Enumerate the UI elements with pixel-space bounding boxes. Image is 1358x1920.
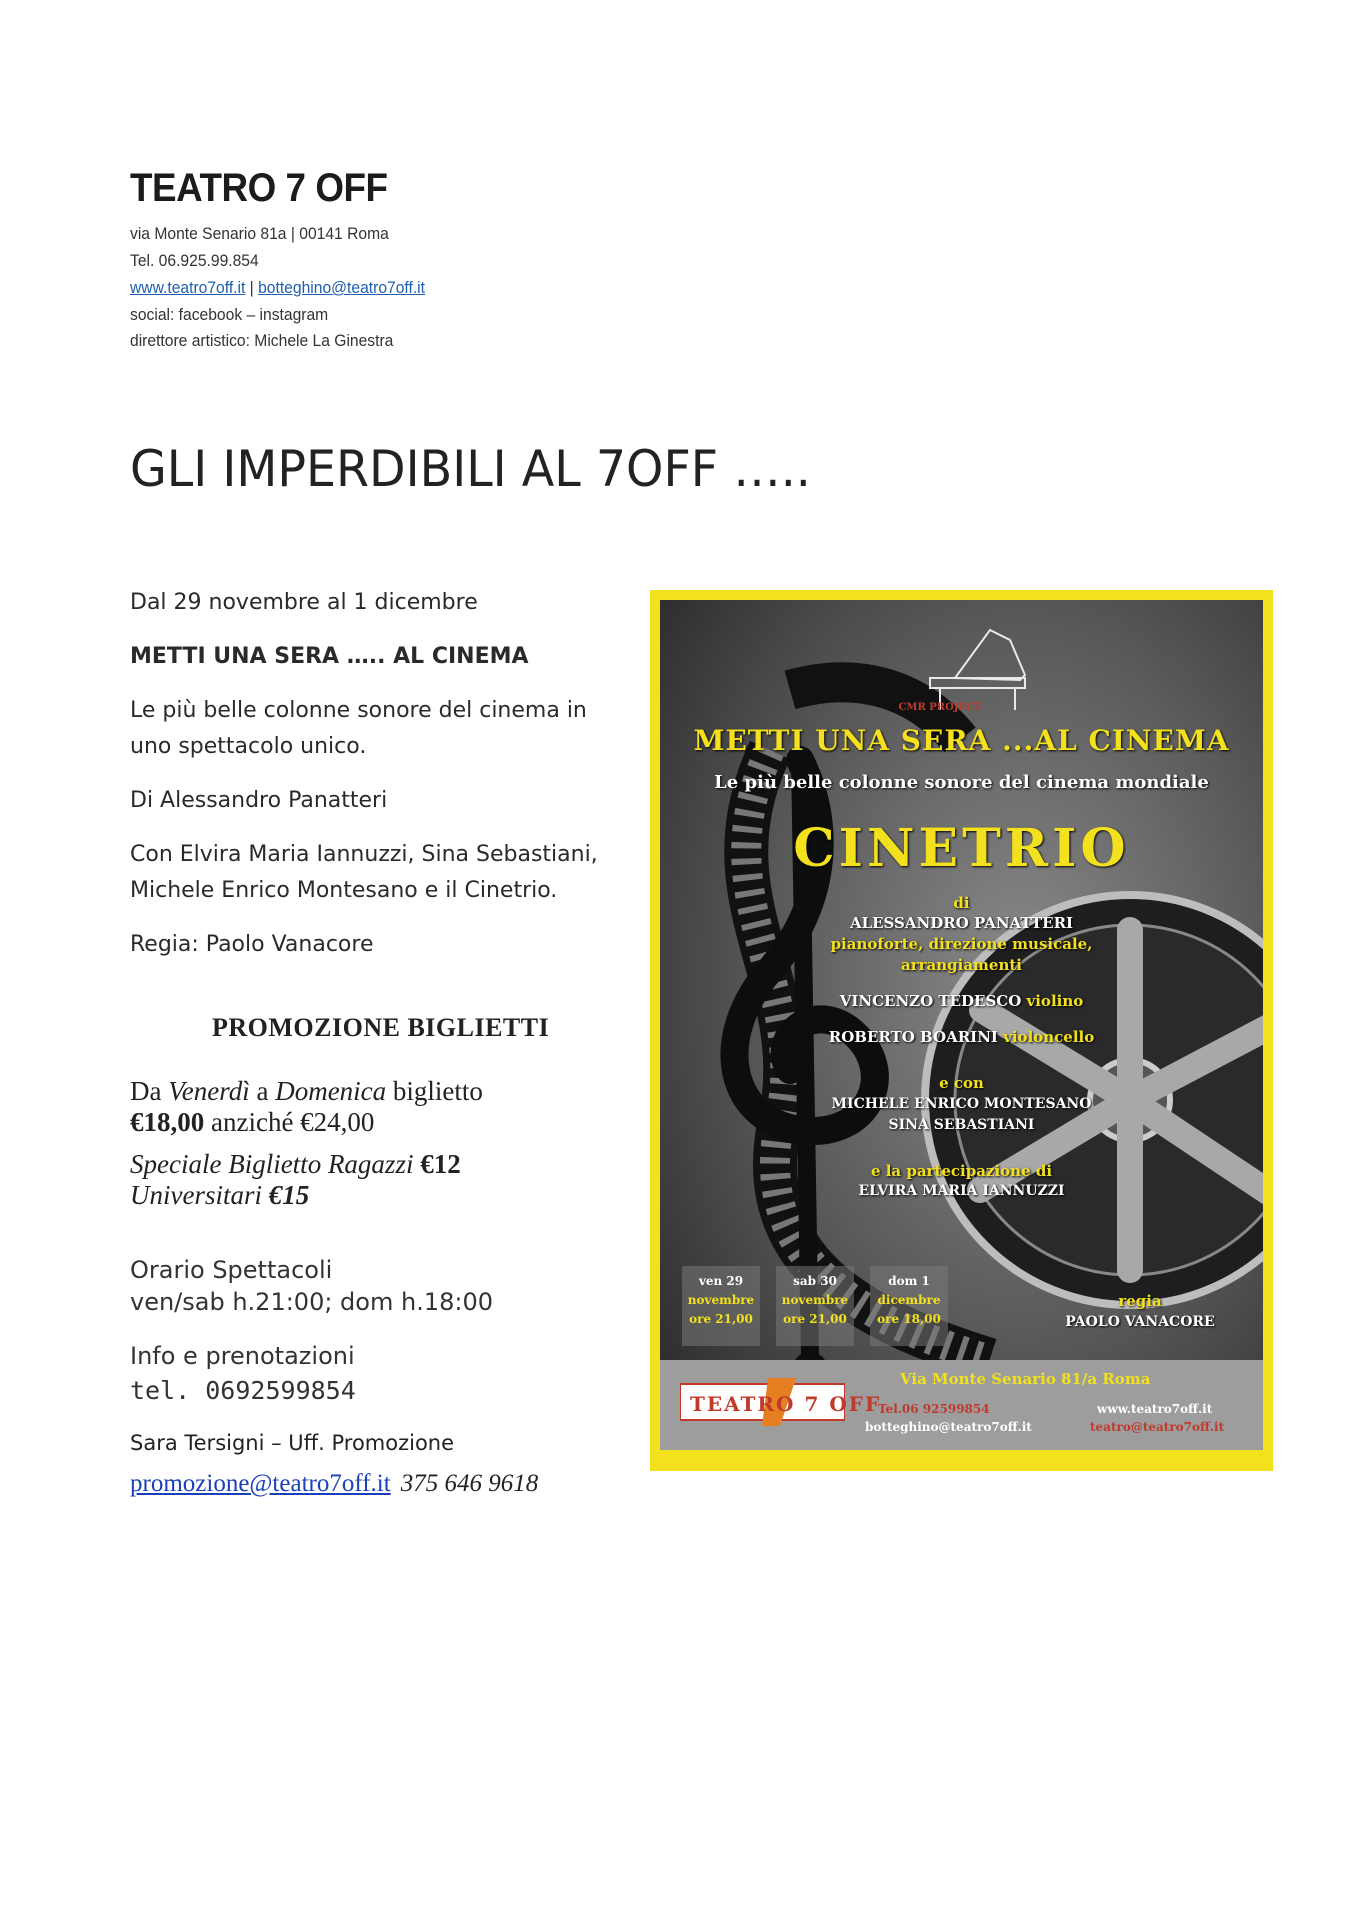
footer-website: www.teatro7off.it: [1097, 1402, 1213, 1416]
phone-line: Tel. 06.925.99.854: [130, 251, 259, 270]
show-direction: Regia: Paolo Vanacore: [130, 932, 374, 957]
address-line: via Monte Senario 81a | 00141 Roma: [130, 224, 389, 243]
promo-text: Da: [130, 1076, 169, 1106]
date-day: ven 29: [698, 1274, 744, 1288]
poster-composer-role-2: arrangiamenti: [900, 956, 1022, 974]
promo-line-2: [130, 1107, 374, 1138]
poster-body: [660, 600, 1263, 1450]
contact-line: [130, 1470, 538, 1498]
poster-title: METTI UNA SERA ...AL CINEMA: [693, 724, 1230, 757]
contact-phone: 375 646 9618: [400, 1470, 539, 1497]
promo-price: €18,00: [130, 1107, 205, 1137]
info-title: Info e prenotazioni: [130, 1342, 355, 1370]
poster-guest-1: MICHELE ENRICO MONTESANO: [831, 1096, 1092, 1112]
website-link[interactable]: www.teatro7off.it: [130, 278, 246, 297]
contact-name: Sara Tersigni – Uff. Promozione: [130, 1431, 455, 1455]
poster-date-1: [682, 1266, 760, 1346]
footer-address: Via Monte Senario 81/a Roma: [900, 1370, 1151, 1388]
poster-e-con: e con: [939, 1074, 984, 1092]
footer-logo-text: TEATRO 7 OFF: [690, 1392, 882, 1416]
poster-partecipazione: e la partecipazione di: [870, 1162, 1053, 1180]
musician-name: VINCENZO TEDESCO: [839, 992, 1022, 1010]
page-headline: GLI IMPERDIBILI AL 7OFF …..: [130, 440, 811, 498]
footer-email-1: botteghino@teatro7off.it: [865, 1420, 1032, 1434]
date-month: novembre: [687, 1293, 755, 1307]
info-phone: tel. 0692599854: [130, 1376, 356, 1405]
poster-regia-label: regia: [1118, 1292, 1162, 1310]
date-time: ore 18,00: [877, 1312, 941, 1326]
organization-name: TEATRO 7 OFF: [130, 166, 388, 210]
promo-day-from: Venerdì: [168, 1076, 250, 1106]
promo-text: biglietto: [386, 1076, 483, 1106]
poster-ensemble: CINETRIO: [793, 818, 1130, 879]
poster-date-2: [776, 1266, 854, 1346]
promo-line-4: [130, 1180, 309, 1211]
promo-student-price: €15: [268, 1180, 310, 1210]
poster-musician-1: [660, 992, 1263, 1010]
separator: |: [245, 278, 259, 297]
poster-di: di: [953, 894, 970, 912]
poster-guest-3: ELVIRA MARIA IANNUZZI: [858, 1183, 1065, 1199]
show-dates: Dal 29 novembre al 1 dicembre: [130, 590, 478, 615]
poster-subtitle: Le più belle colonne sonore del cinema mondiale: [714, 772, 1209, 793]
promo-title: PROMOZIONE BIGLIETTI: [212, 1013, 550, 1042]
promo-original-price: anziché €24,00: [204, 1107, 375, 1137]
show-poster: [650, 590, 1273, 1471]
schedule-title: Orario Spettacoli: [130, 1256, 333, 1284]
date-month: novembre: [781, 1293, 849, 1307]
poster-composer: ALESSANDRO PANATTERI: [849, 914, 1074, 932]
show-description: Le più belle colonne sonore del cinema in uno spettacolo unico.: [130, 698, 587, 759]
email-link[interactable]: botteghino@teatro7off.it: [258, 278, 425, 297]
show-title: METTI UNA SERA ….. AL CINEMA: [130, 644, 529, 669]
poster-musician-2: [660, 1028, 1263, 1046]
social-line: social: facebook – instagram: [130, 305, 329, 324]
date-month: dicembre: [877, 1293, 941, 1307]
poster-regia-name: PAOLO VANACORE: [1065, 1314, 1215, 1330]
show-cast: Con Elvira Maria Iannuzzi, Sina Sebastiani, Michele Enrico Montesano e il Cinetrio.: [130, 842, 598, 903]
poster-footer: [660, 1360, 1263, 1450]
poster-guest-2: SINA SEBASTIANI: [888, 1117, 1035, 1133]
promo-youth-label: Speciale Biglietto Ragazzi: [130, 1149, 421, 1179]
promo-youth-price: €12: [420, 1149, 461, 1179]
musician-instrument: violoncello: [997, 1028, 1095, 1046]
contact-email-link[interactable]: promozione@teatro7off.it: [130, 1470, 391, 1497]
promo-student-label: Universitari: [130, 1180, 269, 1210]
promo-line-1: [130, 1076, 483, 1107]
schedule-times: ven/sab h.21:00; dom h.18:00: [130, 1288, 493, 1316]
footer-email-2: teatro@teatro7off.it: [1090, 1420, 1225, 1434]
date-day: sab 30: [793, 1274, 837, 1288]
musician-name: ROBERTO BOARINI: [828, 1028, 998, 1046]
date-time: ore 21,00: [689, 1312, 753, 1326]
footer-tel: Tel.06 92599854: [878, 1402, 990, 1416]
poster-logo-text: CMR PROJECT: [898, 702, 982, 713]
poster-composer-role-1: pianoforte, direzione musicale,: [830, 935, 1093, 953]
show-author: Di Alessandro Panatteri: [130, 788, 388, 813]
date-day: dom 1: [888, 1274, 930, 1288]
promo-line-3: [130, 1149, 461, 1180]
promo-day-to: Domenica: [275, 1076, 387, 1106]
musician-instrument: violino: [1021, 992, 1084, 1010]
web-email-line: [130, 278, 425, 298]
director-line: direttore artistico: Michele La Ginestra: [130, 331, 394, 350]
poster-date-3: [870, 1266, 948, 1346]
promo-text: a: [249, 1076, 276, 1106]
date-time: ore 21,00: [783, 1312, 847, 1326]
